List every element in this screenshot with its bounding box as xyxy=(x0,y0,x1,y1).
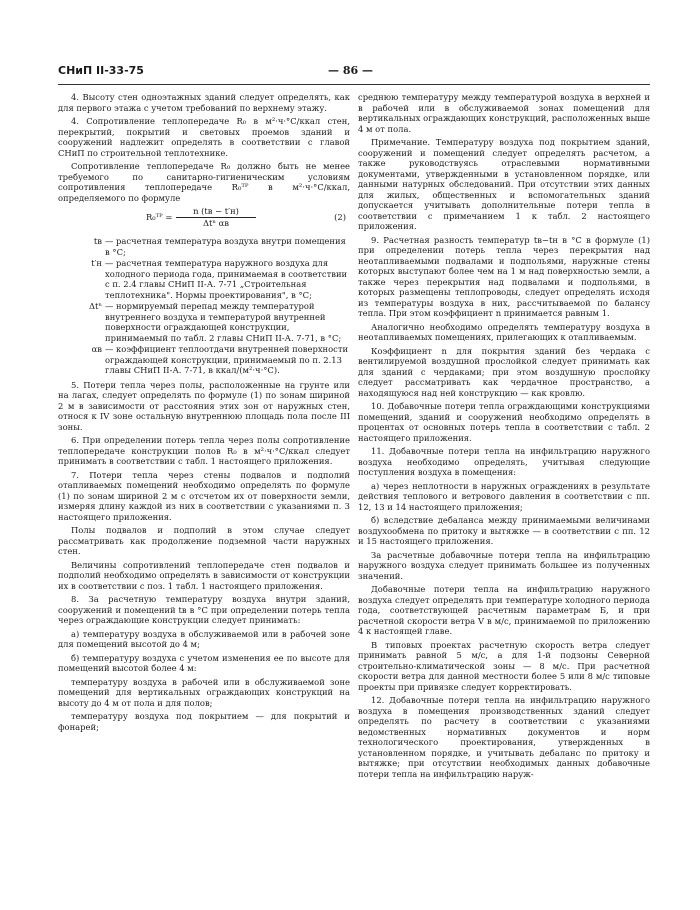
left-column xyxy=(58,92,350,735)
definition-text: — нормируемый перепад между температурой внутреннего воздуха и температурой внутренней поверхности ограждающей конструкции, принимаемый по табл. 2 главы СНиП II-А. 7-71, в °С; xyxy=(105,301,342,343)
paragraph: 9. Расчетная разность температур tв−tн в °С в формуле (1) при определении потерь тепла через перекрытия над неотапливаемыми подвалами и подпольями, наружные стены которых выступают более чем на 1 м над поверхностью земли, а также через перекрытия над подвалами и подпольями, в которых размещены теплопроводы, следует определять исходя из температуры воздуха в них, рассчитываемой по балансу тепла. При этом коэффициент n принимается равным 1. xyxy=(358,234,650,318)
definition-item xyxy=(58,258,350,300)
paragraph: В типовых проектах расчетную скорость ветра следует принимать равной 5 м/с, а для 1-й подзоны Северной строительно-климатической зоны — 8 м/с. При расчетной скорости ветра для данной местности более 5 или 8 м/с типовые проекты при привязке следует корректировать. xyxy=(358,639,650,692)
paragraph: 6. При определении потерь тепла через полы сопротивление теплопередаче конструкции полов R₀ в м²·ч·°С/ккал следует принимать в соответствии с табл. 1 настоящего приложения. xyxy=(58,435,350,466)
formula-denominator: Δtⁿ αв xyxy=(202,217,230,228)
header-rule xyxy=(58,84,650,85)
formula-2 xyxy=(58,206,350,232)
paragraph: 11. Добавочные потери тепла на инфильтрацию наружного воздуха необходимо определять, учитывая следующие поступления воздуха в помещения: xyxy=(358,446,650,477)
list-item: б) вследствие дебаланса между принимаемыми величинами воздухообмена по притоку и вытяжке — в соответствии с пп. 12 и 15 настоящего приложения. xyxy=(358,515,650,546)
formula-number: (2) xyxy=(334,212,346,222)
paragraph: Аналогично необходимо определять температуру воздуха в неотапливаемых помещениях, прилегающих к отапливаемым. xyxy=(358,321,650,342)
list-item: а) через неплотности в наружных ограждениях в результате действия теплового и ветрового давления в соответствии с пп. 12, 13 и 14 настоящего приложения; xyxy=(358,480,650,512)
definition-symbol: t′н xyxy=(91,258,102,268)
definition-text: — коэффициент теплоотдачи внутренней поверхности ограждающей конструкции, принимаемый по п. 2.13 главы СНиП II-А. 7-71, в ккал/(м²·ч·°С). xyxy=(105,344,349,375)
definition-item xyxy=(58,236,350,257)
paragraph: За расчетные добавочные потери тепла на инфильтрацию наружного воздуха следует принимать большее из полученных значений. xyxy=(358,549,650,581)
definition-item xyxy=(58,344,350,376)
formula-lhs: R₀ᵀᴾ = xyxy=(146,212,173,222)
paragraph: 4. Высоту стен одноэтажных зданий следует определять, как для первого этажа с учетом требований по верхнему этажу. xyxy=(58,92,350,113)
paragraph: Величины сопротивлений теплопередаче стен подвалов и подполий необходимо определять в зависимости от конструкции их в соответствии с поз. 1 табл. 1 настоящего приложения. xyxy=(58,559,350,591)
list-item: а) температуру воздуха в обслуживаемой или в рабочей зоне для помещений высотой до 4 м; xyxy=(58,628,350,649)
paragraph: Полы подвалов и подполий в этом случае следует рассматривать как продолжение подземной части наружных стен. xyxy=(58,525,350,556)
definition-text: — расчетная температура воздуха внутри помещения в °С; xyxy=(105,236,346,257)
paragraph: среднюю температуру между температурой воздуха в верхней и в рабочей или в обслуживаемой зонах помещений для вертикальных ограждающих конструкций, расположенных выше 4 м от пола. xyxy=(358,92,650,134)
definition-text: — расчетная температура наружного воздуха для холодного периода года, принимаемая в соответствии с п. 2.4 главы СНиП II-А. 7-71 „Строительная теплотехника". Нормы проектирования", в °С; xyxy=(105,258,348,300)
paragraph: Сопротивление теплопередаче R₀ должно быть не менее требуемого по санитарно-гигиеническим условиям сопротивления теплопередаче R₀ᵀᴾ в м²·ч·°С/ккал, определяемого по формуле xyxy=(58,161,350,203)
paragraph: 8. За расчетную температуру воздуха внутри зданий, сооружений и помещений tв в °С при определении потерь тепла через ограждающие конструкции следует принимать: xyxy=(58,594,350,625)
paragraph: температуру воздуха под покрытием — для покрытий и фонарей; xyxy=(58,711,350,732)
formula-fraction xyxy=(176,206,256,228)
definition-symbol: Δtⁿ xyxy=(88,301,102,311)
paragraph: температуру воздуха в рабочей или в обслуживаемой зоне помещений для вертикальных ограждающих конструкций на высоту до 4 м от пола и для полов; xyxy=(58,676,350,708)
definition-item xyxy=(58,301,350,343)
paragraph: Добавочные потери тепла на инфильтрацию наружного воздуха следует определять при температуре холодного периода года, соответствующей расчетным параметрам Б, и при расчетной скорости ветра V в м/с, принимаемой по приложению 4 к настоящей главе. xyxy=(358,584,650,636)
page-header xyxy=(0,64,700,82)
definition-symbol: tв xyxy=(93,236,102,246)
paragraph: Коэффициент n для покрытия зданий без чердака с вентилируемой воздушной прослойкой следует принимать как для зданий с чердаками; при этом воздушную прослойку следует рассматривать как чердачное пространство, а находящуюся над ней конструкцию — как кровлю. xyxy=(358,345,650,398)
paragraph: 4. Сопротивление теплопередаче R₀ в м²·ч·°С/ккал стен, перекрытий, покрытий и световых проемов зданий и сооружений надлежит определять в соответствии с главой СНиП по строительной теплотехнике. xyxy=(58,116,350,158)
paragraph: 7. Потери тепла через стены подвалов и подполий отапливаемых помещений необходимо определять по формуле (1) по зонам шириной 2 м с отсчетом их от поверхности земли, измеряя длину каждой из них в соответствии с указаниями п. 3 настоящего приложения. xyxy=(58,469,350,522)
definition-symbol: αв xyxy=(91,344,102,354)
paragraph: 5. Потери тепла через полы, расположенные на грунте или на лагах, следует определять по формуле (1) по зонам шириной 2 м в зависимости от расстояния этих зон от наружных стен, относя к IV зоне остальную внутреннюю площадь пола после III зоны. xyxy=(58,379,350,432)
page-number: — 86 — xyxy=(328,64,373,77)
right-column xyxy=(358,92,650,782)
list-item: б) температуру воздуха с учетом изменения ее по высоте для помещений высотой более 4 м: xyxy=(58,652,350,673)
running-title: СНиП II-33-75 xyxy=(58,64,144,77)
paragraph: 10. Добавочные потери тепла ограждающими конструкциями помещений, зданий и сооружений необходимо определять в процентах от основных потерь тепла в соответствии с табл. 2 настоящего приложения. xyxy=(358,401,650,443)
paragraph: 12. Добавочные потери тепла на инфильтрацию наружного воздуха в помещения производственных зданий следует определять по расчету в соответствии с указаниями ведомственных нормативных документов и норм технологического проектирования, утвержденных в установленном порядке, и учитывать дебаланс по притоку и вытяжке; при отсутствии необходимых данных добавочные потери тепла на инфильтрацию наруж- xyxy=(358,695,650,779)
note: Примечание. Температуру воздуха под покрытием зданий, сооружений и помещений следует определять расчетом, а также руководствуясь отраслевыми нормативными документами, утвержденными в установленном порядке, или данными натурных обследований. При отсутствии этих данных для жилых, общественных и вспомогательных зданий допускается учитывать дополнительные потери тепла в соответствии с примечанием 1 к табл. 2 настоящего приложения. xyxy=(358,137,650,231)
definitions-list xyxy=(58,236,350,376)
formula-numerator: n (tв − t′н) xyxy=(176,206,256,218)
